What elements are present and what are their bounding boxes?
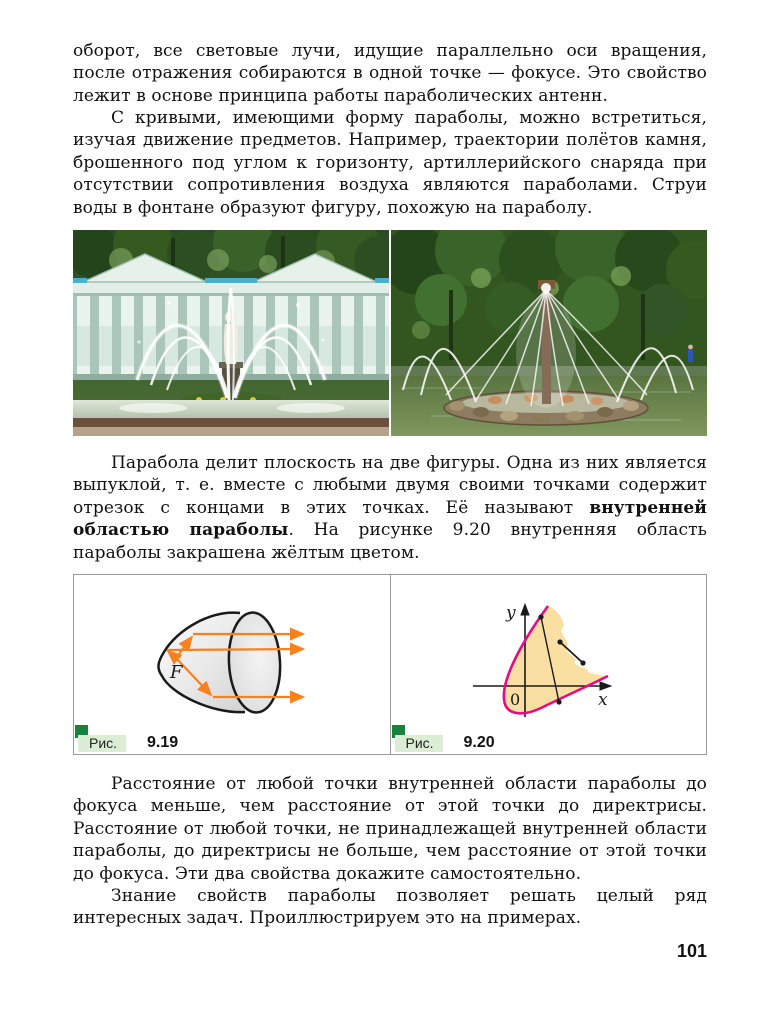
paragraph-parabola-motion: С кривыми, имеющими форму параболы, можно встретиться, изучая движение предметов. Например, траектории полётов камня, брошенного под углом к горизонту, артиллерийского снаряда при отсутствии сопротивления воздуха являются параболами. Струи воды в фонтане образуют фигуру, похожую на параболу. xyxy=(73,108,707,218)
paragraph-examples-intro: Знание свойств параболы позволяет решать целый ряд интересных задач. Проиллюстрируем это на примерах. xyxy=(73,886,707,929)
photo-fountain-colonnade xyxy=(73,230,389,436)
caption-number: 9.20 xyxy=(463,734,495,751)
caption-9-19 xyxy=(75,725,215,753)
x-axis-label: x xyxy=(597,690,608,710)
figure-box xyxy=(73,574,707,755)
paragraph-interior-region xyxy=(73,452,707,564)
photo-sheaf-fountain xyxy=(391,230,707,436)
photo-row xyxy=(73,230,707,436)
visitor-figure xyxy=(688,345,693,362)
paragraph-distance-properties: Расстояние от любой точки внутренней области параболы до фокуса меньше, чем расстояние от этой точки до директрисы. Расстояние от любой точки, не принадлежащей внутренней области параболы, до директрисы не больше, чем расстояние от этой точки до фокуса. Эти два свойства докажите самостоятельно. xyxy=(73,774,707,884)
pool-basin xyxy=(73,400,389,436)
figure-9-20 xyxy=(391,575,707,754)
caption-label: Рис. xyxy=(395,735,443,752)
p3-text-after: . На рисунке 9.20 внутренняя область параболы закрашена жёлтым цветом. xyxy=(73,520,708,563)
y-axis-label: y xyxy=(505,603,516,623)
p3-text-before: Парабола делит плоскость на две фигуры. Одна из них является выпуклой, т. е. вместе с любыми двумя своими точками содержит отрезок с концами в этих точках. Её называют xyxy=(73,453,707,518)
page-number: 101 xyxy=(676,941,707,961)
paragraph-antenna-property: оборот, все световые лучи, идущие параллельно оси вращения, после отражения собираются в одной точке — фокусе. Это свойство лежит в основе принципа работы параболических антенн. xyxy=(73,41,707,106)
origin-label: 0 xyxy=(509,690,520,709)
caption-9-20 xyxy=(392,725,532,753)
caption-number: 9.19 xyxy=(147,734,179,751)
focus-label: F xyxy=(170,662,183,683)
term-interior-region: внутренней областью параболы xyxy=(73,497,707,541)
figure-9-19 xyxy=(74,575,391,754)
caption-label: Рис. xyxy=(78,735,126,752)
